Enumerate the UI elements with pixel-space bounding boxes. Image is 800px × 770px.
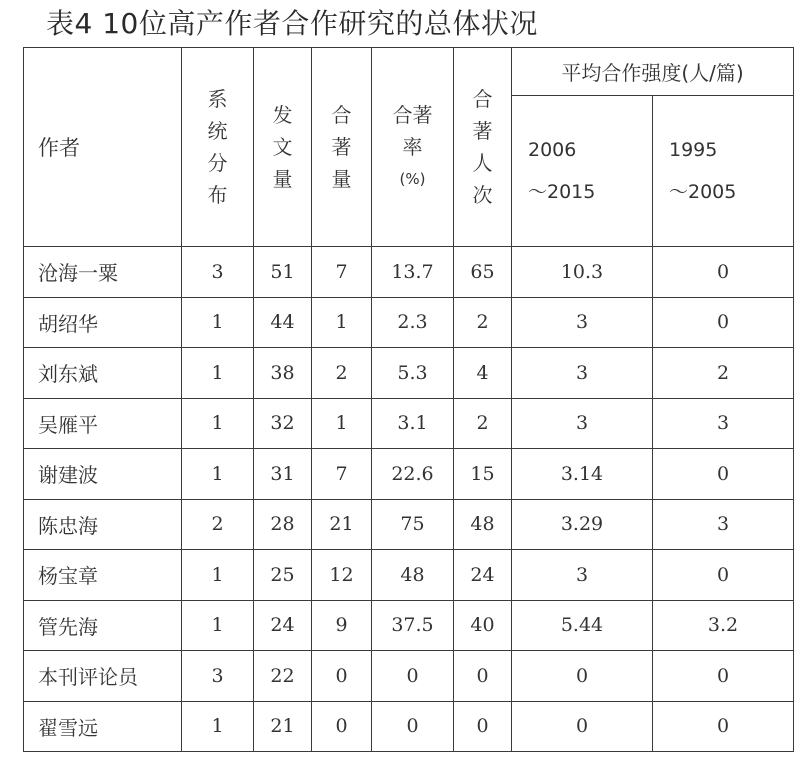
rate-cell: 0 xyxy=(372,651,454,702)
intensity-2006-cell: 3 xyxy=(512,348,653,399)
persons-cell: 65 xyxy=(454,247,512,298)
table-row xyxy=(24,297,794,348)
persons-cell: 0 xyxy=(454,651,512,702)
header-author: 作者 xyxy=(24,48,182,247)
dept-cell: 1 xyxy=(182,449,254,500)
author-name: 翟雪远 xyxy=(24,701,182,752)
papers-cell: 38 xyxy=(254,348,312,399)
author-name: 吴雁平 xyxy=(24,398,182,449)
header-period-1995-2005: 1995 ～2005 xyxy=(653,96,794,247)
author-name: 陈忠海 xyxy=(24,499,182,550)
author-name: 沧海一粟 xyxy=(24,247,182,298)
dept-cell: 1 xyxy=(182,600,254,651)
papers-cell: 21 xyxy=(254,701,312,752)
intensity-2006-cell: 3.29 xyxy=(512,499,653,550)
intensity-1995-cell: 3.2 xyxy=(653,600,794,651)
header-rate: 合著 率 (%) xyxy=(372,48,454,247)
rate-cell: 13.7 xyxy=(372,247,454,298)
coauthored-cell: 21 xyxy=(312,499,372,550)
intensity-2006-cell: 3 xyxy=(512,297,653,348)
author-collaboration-table xyxy=(23,47,794,752)
intensity-1995-cell: 0 xyxy=(653,701,794,752)
rate-cell: 22.6 xyxy=(372,449,454,500)
persons-cell: 2 xyxy=(454,398,512,449)
papers-cell: 31 xyxy=(254,449,312,500)
header-coauthored: 合 著 量 xyxy=(312,48,372,247)
coauthored-cell: 0 xyxy=(312,651,372,702)
intensity-1995-cell: 0 xyxy=(653,651,794,702)
persons-cell: 0 xyxy=(454,701,512,752)
rate-cell: 5.3 xyxy=(372,348,454,399)
dept-cell: 3 xyxy=(182,651,254,702)
table-row xyxy=(24,701,794,752)
dept-cell: 3 xyxy=(182,247,254,298)
rate-cell: 37.5 xyxy=(372,600,454,651)
persons-cell: 4 xyxy=(454,348,512,399)
header-papers: 发 文 量 xyxy=(254,48,312,247)
author-name: 谢建波 xyxy=(24,449,182,500)
persons-cell: 48 xyxy=(454,499,512,550)
coauthored-cell: 9 xyxy=(312,600,372,651)
header-intensity: 平均合作强度(人/篇) xyxy=(512,48,794,96)
papers-cell: 32 xyxy=(254,398,312,449)
coauthored-cell: 0 xyxy=(312,701,372,752)
table-row xyxy=(24,348,794,399)
persons-cell: 24 xyxy=(454,550,512,601)
coauthored-cell: 7 xyxy=(312,449,372,500)
papers-cell: 25 xyxy=(254,550,312,601)
table-row xyxy=(24,449,794,500)
header-persons: 合 著 人 次 xyxy=(454,48,512,247)
intensity-1995-cell: 2 xyxy=(653,348,794,399)
intensity-2006-cell: 5.44 xyxy=(512,600,653,651)
papers-cell: 24 xyxy=(254,600,312,651)
coauthored-cell: 7 xyxy=(312,247,372,298)
table-row xyxy=(24,398,794,449)
author-name: 刘东斌 xyxy=(24,348,182,399)
author-name: 本刊评论员 xyxy=(24,651,182,702)
papers-cell: 22 xyxy=(254,651,312,702)
rate-cell: 48 xyxy=(372,550,454,601)
author-name: 杨宝章 xyxy=(24,550,182,601)
persons-cell: 15 xyxy=(454,449,512,500)
table-row xyxy=(24,550,794,601)
papers-cell: 28 xyxy=(254,499,312,550)
rate-cell: 3.1 xyxy=(372,398,454,449)
intensity-2006-cell: 10.3 xyxy=(512,247,653,298)
intensity-1995-cell: 3 xyxy=(653,398,794,449)
table-title: 表4 10位高产作者合作研究的总体状况 xyxy=(46,7,538,40)
intensity-2006-cell: 0 xyxy=(512,701,653,752)
header-period-2006-2015: 2006 ～2015 xyxy=(512,96,653,247)
intensity-1995-cell: 0 xyxy=(653,297,794,348)
dept-cell: 1 xyxy=(182,348,254,399)
coauthored-cell: 1 xyxy=(312,297,372,348)
dept-cell: 1 xyxy=(182,550,254,601)
papers-cell: 44 xyxy=(254,297,312,348)
coauthored-cell: 12 xyxy=(312,550,372,601)
dept-cell: 1 xyxy=(182,701,254,752)
dept-cell: 1 xyxy=(182,398,254,449)
persons-cell: 2 xyxy=(454,297,512,348)
rate-cell: 2.3 xyxy=(372,297,454,348)
persons-cell: 40 xyxy=(454,600,512,651)
intensity-1995-cell: 0 xyxy=(653,449,794,500)
rate-cell: 0 xyxy=(372,701,454,752)
table-row xyxy=(24,499,794,550)
intensity-1995-cell: 0 xyxy=(653,550,794,601)
coauthored-cell: 1 xyxy=(312,398,372,449)
intensity-2006-cell: 3 xyxy=(512,550,653,601)
rate-cell: 75 xyxy=(372,499,454,550)
table-row xyxy=(24,247,794,298)
table-row xyxy=(24,600,794,651)
intensity-2006-cell: 3 xyxy=(512,398,653,449)
dept-cell: 2 xyxy=(182,499,254,550)
dept-cell: 1 xyxy=(182,297,254,348)
header-dept: 系 统 分 布 xyxy=(182,48,254,247)
author-name: 管先海 xyxy=(24,600,182,651)
intensity-1995-cell: 3 xyxy=(653,499,794,550)
intensity-2006-cell: 3.14 xyxy=(512,449,653,500)
coauthored-cell: 2 xyxy=(312,348,372,399)
table-row xyxy=(24,651,794,702)
papers-cell: 51 xyxy=(254,247,312,298)
intensity-1995-cell: 0 xyxy=(653,247,794,298)
intensity-2006-cell: 0 xyxy=(512,651,653,702)
author-name: 胡绍华 xyxy=(24,297,182,348)
